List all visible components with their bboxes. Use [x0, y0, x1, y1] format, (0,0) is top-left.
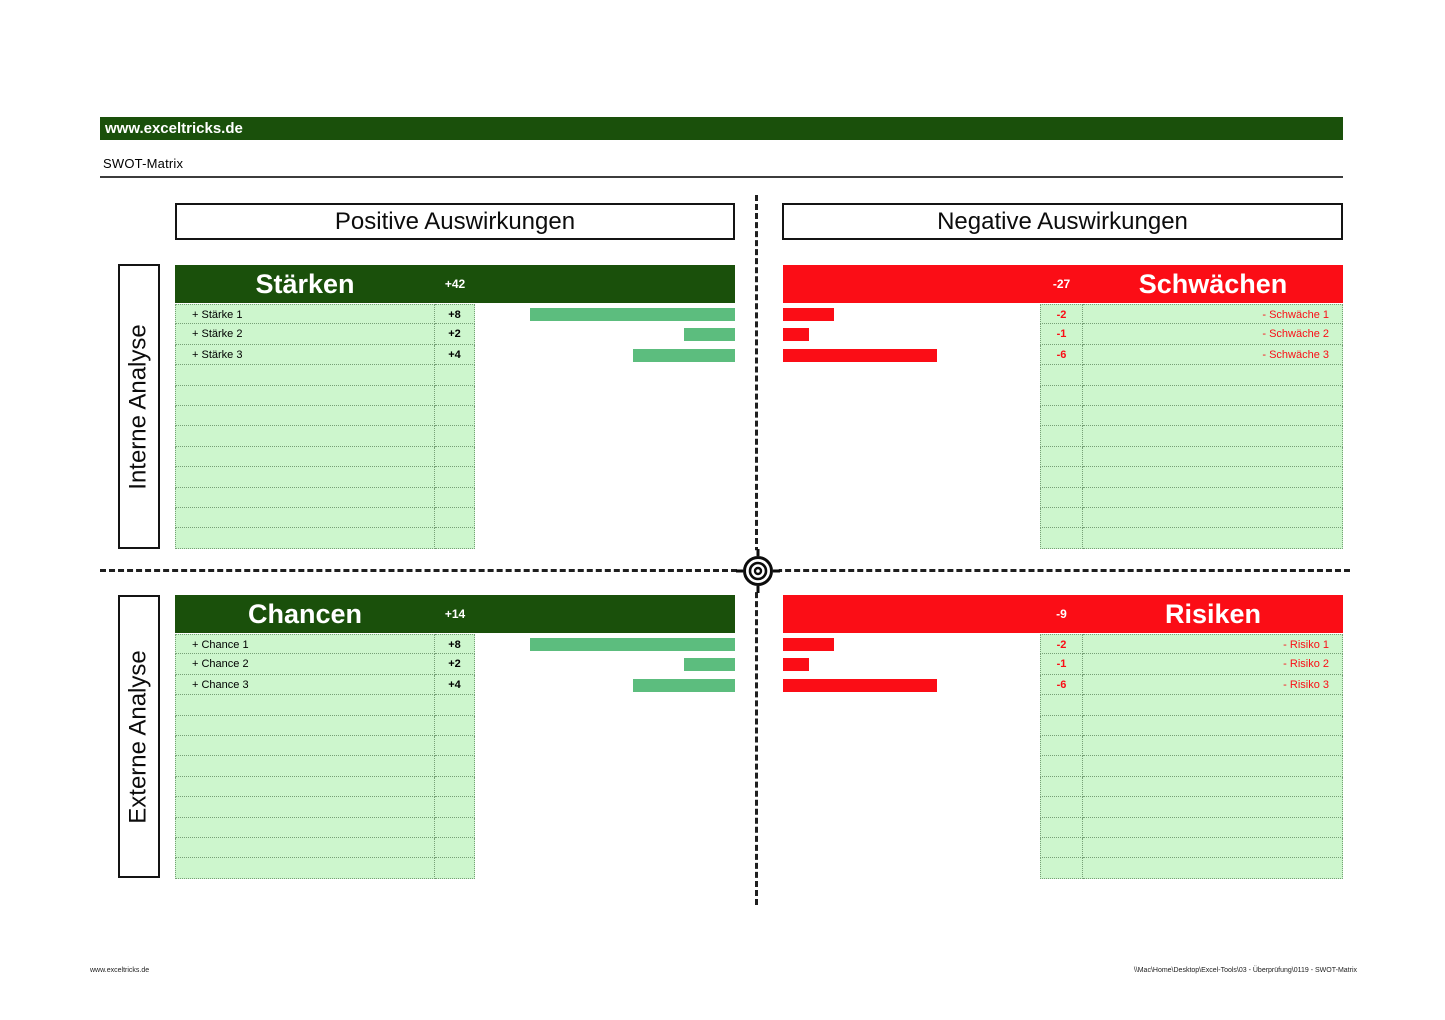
bar-area: [783, 838, 1040, 858]
item-label-cell[interactable]: [175, 386, 435, 406]
item-value-cell[interactable]: [1040, 386, 1083, 406]
swot-row: [175, 695, 735, 715]
item-value-cell[interactable]: [1040, 695, 1083, 715]
staerken-bar: [684, 328, 735, 341]
item-value-cell[interactable]: [1040, 777, 1083, 797]
staerken-title: Stärken: [255, 269, 355, 299]
item-label-cell[interactable]: [1083, 777, 1343, 797]
swot-row: [175, 777, 735, 797]
bar-area: [475, 406, 735, 426]
item-value-cell[interactable]: [435, 736, 475, 756]
chancen-bar: [633, 679, 735, 692]
bar-area: [475, 508, 735, 528]
item-value-cell[interactable]: -6: [1040, 675, 1083, 695]
swot-row: [783, 324, 1343, 344]
swot-row: [783, 406, 1343, 426]
schwaechen-title: Schwächen: [1138, 269, 1288, 299]
risiken-bar: [783, 658, 809, 671]
bar-area: [475, 797, 735, 817]
swot-row: [783, 304, 1343, 324]
swot-row: [783, 695, 1343, 715]
item-value-cell[interactable]: [1040, 447, 1083, 467]
interne-analyse-label: Interne Analyse: [125, 323, 153, 490]
swot-row: [175, 675, 735, 695]
swot-row: [175, 304, 735, 324]
bar-area: [475, 736, 735, 756]
item-value-cell[interactable]: [435, 818, 475, 838]
bar-area: [475, 324, 735, 344]
item-label-cell[interactable]: [175, 447, 435, 467]
item-value-cell[interactable]: [1040, 426, 1083, 446]
schwaechen-rows: [783, 304, 1343, 549]
chancen-total: +14: [444, 607, 466, 621]
item-value-cell[interactable]: [435, 406, 475, 426]
item-value-cell[interactable]: [435, 858, 475, 878]
item-label-cell[interactable]: - Risiko 3: [1083, 675, 1343, 695]
footer-file-path: \\Mac\Home\Desktop\Excel-Tools\03 - Überprüfung\0119 - SWOT-Matrix: [1133, 967, 1357, 974]
externe-analyse-label-box: [118, 595, 160, 878]
bar-area: [783, 324, 1040, 344]
item-value-cell[interactable]: [1040, 528, 1083, 548]
chancen-header: [175, 595, 735, 633]
bar-area: [475, 695, 735, 715]
risiken-rows: [783, 634, 1343, 879]
item-value-cell[interactable]: [435, 386, 475, 406]
item-value-cell[interactable]: +4: [435, 345, 475, 365]
swot-row: [175, 508, 735, 528]
swot-row: [783, 654, 1343, 674]
swot-row: [783, 528, 1343, 548]
item-value-cell[interactable]: [1040, 756, 1083, 776]
item-value-cell[interactable]: [435, 467, 475, 487]
bar-area: [475, 716, 735, 736]
item-value-cell[interactable]: +8: [435, 634, 475, 654]
bar-area: [783, 736, 1040, 756]
bar-area: [783, 345, 1040, 365]
swot-row: [175, 634, 735, 654]
swot-row: [175, 365, 735, 385]
item-label-cell[interactable]: + Chance 3: [175, 675, 435, 695]
swot-row: [783, 426, 1343, 446]
swot-row: [175, 716, 735, 736]
item-label-cell[interactable]: [1083, 426, 1343, 446]
staerken-bar: [633, 349, 735, 362]
footer-site-text: www.exceltricks.de: [90, 967, 150, 974]
item-label-cell[interactable]: [175, 508, 435, 528]
swot-row: [175, 736, 735, 756]
item-label-cell[interactable]: [1083, 818, 1343, 838]
swot-row: [783, 756, 1343, 776]
swot-row: [783, 467, 1343, 487]
chancen-bar: [530, 638, 735, 651]
item-label-cell[interactable]: [1083, 756, 1343, 776]
item-value-cell[interactable]: [1040, 716, 1083, 736]
swot-row: [783, 634, 1343, 654]
item-value-cell[interactable]: [1040, 488, 1083, 508]
item-label-cell[interactable]: + Stärke 1: [175, 304, 435, 324]
item-value-cell[interactable]: [1040, 818, 1083, 838]
bar-area: [475, 777, 735, 797]
swot-row: [783, 508, 1343, 528]
swot-row: [783, 447, 1343, 467]
bar-area: [783, 858, 1040, 878]
swot-row: [783, 488, 1343, 508]
bar-area: [783, 406, 1040, 426]
item-value-cell[interactable]: [435, 838, 475, 858]
item-value-cell[interactable]: [435, 447, 475, 467]
page-title: SWOT-Matrix: [103, 156, 184, 171]
schwaechen-bar: [783, 328, 809, 341]
swot-row: [175, 447, 735, 467]
bar-area: [783, 447, 1040, 467]
bar-area: [783, 818, 1040, 838]
item-label-cell[interactable]: [175, 777, 435, 797]
swot-row: [175, 654, 735, 674]
item-value-cell[interactable]: [1040, 838, 1083, 858]
item-value-cell[interactable]: [1040, 858, 1083, 878]
swot-row: [175, 386, 735, 406]
item-value-cell[interactable]: [435, 797, 475, 817]
chancen-rows: [175, 634, 735, 879]
bar-area: [475, 756, 735, 776]
bar-area: [475, 818, 735, 838]
item-label-cell[interactable]: [175, 426, 435, 446]
swot-row: [783, 365, 1343, 385]
title-divider: [100, 176, 1343, 178]
bar-area: [475, 304, 735, 324]
item-label-cell[interactable]: [1083, 528, 1343, 548]
bar-area: [475, 467, 735, 487]
bar-area: [475, 365, 735, 385]
item-value-cell[interactable]: -6: [1040, 345, 1083, 365]
item-value-cell[interactable]: [1040, 736, 1083, 756]
item-label-cell[interactable]: [175, 365, 435, 385]
item-value-cell[interactable]: -2: [1040, 634, 1083, 654]
negative-column-label: Negative Auswirkungen: [937, 207, 1188, 235]
bar-area: [783, 426, 1040, 446]
item-label-cell[interactable]: [1083, 406, 1343, 426]
item-label-cell[interactable]: - Schwäche 1: [1083, 304, 1343, 324]
swot-row: [175, 345, 735, 365]
bar-area: [783, 528, 1040, 548]
bar-area: [783, 797, 1040, 817]
chancen-bar: [684, 658, 735, 671]
horizontal-axis-dashed-line: [100, 569, 1350, 572]
item-value-cell[interactable]: [435, 777, 475, 797]
item-label-cell[interactable]: [1083, 365, 1343, 385]
crosshair-target-icon: [735, 548, 781, 594]
risiken-total: -9: [1056, 607, 1067, 621]
swot-row: [783, 838, 1343, 858]
item-label-cell[interactable]: + Stärke 2: [175, 324, 435, 344]
interne-analyse-label-box: [118, 264, 160, 549]
bar-area: [783, 716, 1040, 736]
item-label-cell[interactable]: [1083, 797, 1343, 817]
item-label-cell[interactable]: [175, 736, 435, 756]
bar-area: [475, 345, 735, 365]
item-label-cell[interactable]: + Stärke 3: [175, 345, 435, 365]
swot-row: [175, 858, 735, 878]
risiken-bar: [783, 679, 937, 692]
swot-row: [783, 736, 1343, 756]
item-value-cell[interactable]: -1: [1040, 654, 1083, 674]
item-label-cell[interactable]: [175, 756, 435, 776]
item-label-cell[interactable]: [1083, 695, 1343, 715]
item-value-cell[interactable]: [1040, 797, 1083, 817]
item-value-cell[interactable]: -1: [1040, 324, 1083, 344]
staerken-bar: [530, 308, 735, 321]
item-label-cell[interactable]: [175, 858, 435, 878]
item-value-cell[interactable]: [435, 426, 475, 446]
bar-area: [783, 386, 1040, 406]
bar-area: [783, 777, 1040, 797]
item-value-cell[interactable]: [435, 756, 475, 776]
bar-area: [475, 634, 735, 654]
schwaechen-bar: [783, 308, 834, 321]
bar-area: [475, 426, 735, 446]
bar-area: [783, 756, 1040, 776]
schwaechen-total: -27: [1052, 277, 1071, 291]
item-value-cell[interactable]: +8: [435, 304, 475, 324]
externe-analyse-label: Externe Analyse: [125, 649, 152, 824]
bar-area: [475, 675, 735, 695]
item-label-cell[interactable]: [175, 406, 435, 426]
item-label-cell[interactable]: [1083, 716, 1343, 736]
staerken-rows: [175, 304, 735, 549]
swot-row: [783, 675, 1343, 695]
bar-area: [475, 528, 735, 548]
bar-area: [783, 508, 1040, 528]
bar-area: [783, 634, 1040, 654]
bar-area: [783, 695, 1040, 715]
bar-area: [783, 304, 1040, 324]
item-label-cell[interactable]: + Chance 1: [175, 634, 435, 654]
chancen-title: Chancen: [247, 599, 363, 629]
swot-row: [175, 797, 735, 817]
positive-column-label: Positive Auswirkungen: [334, 207, 576, 235]
swot-row: [783, 716, 1343, 736]
swot-row: [783, 858, 1343, 878]
bar-area: [475, 447, 735, 467]
item-label-cell[interactable]: [175, 695, 435, 715]
item-value-cell[interactable]: [435, 716, 475, 736]
item-label-cell[interactable]: [175, 488, 435, 508]
risiken-bar: [783, 638, 834, 651]
swot-row: [175, 324, 735, 344]
item-value-cell[interactable]: [435, 488, 475, 508]
risiken-title: Risiken: [1164, 599, 1262, 629]
swot-row: [175, 756, 735, 776]
item-label-cell[interactable]: [1083, 508, 1343, 528]
bar-area: [475, 386, 735, 406]
bar-area: [783, 467, 1040, 487]
swot-row: [175, 406, 735, 426]
swot-row: [783, 797, 1343, 817]
site-banner-text: www.exceltricks.de: [105, 120, 243, 137]
bar-area: [475, 838, 735, 858]
item-label-cell[interactable]: [1083, 467, 1343, 487]
swot-row: [175, 838, 735, 858]
risiken-header: [783, 595, 1343, 633]
item-label-cell[interactable]: [1083, 858, 1343, 878]
item-value-cell[interactable]: [1040, 508, 1083, 528]
item-value-cell[interactable]: [1040, 365, 1083, 385]
item-label-cell[interactable]: [175, 838, 435, 858]
item-value-cell[interactable]: +2: [435, 654, 475, 674]
item-label-cell[interactable]: - Schwäche 3: [1083, 345, 1343, 365]
staerken-header: [175, 265, 735, 303]
bar-area: [475, 488, 735, 508]
swot-row: [783, 818, 1343, 838]
site-banner: [100, 117, 1343, 140]
item-value-cell[interactable]: +4: [435, 675, 475, 695]
schwaechen-bar: [783, 349, 937, 362]
negative-column-header: [782, 203, 1343, 240]
item-value-cell[interactable]: -2: [1040, 304, 1083, 324]
item-label-cell[interactable]: - Schwäche 2: [1083, 324, 1343, 344]
swot-row: [175, 467, 735, 487]
bar-area: [783, 365, 1040, 385]
item-label-cell[interactable]: [1083, 386, 1343, 406]
swot-row: [175, 488, 735, 508]
item-label-cell[interactable]: [175, 818, 435, 838]
item-label-cell[interactable]: [1083, 838, 1343, 858]
swot-row: [175, 426, 735, 446]
item-label-cell[interactable]: [175, 716, 435, 736]
swot-row: [783, 777, 1343, 797]
item-label-cell[interactable]: [175, 528, 435, 548]
item-value-cell[interactable]: [435, 528, 475, 548]
item-value-cell[interactable]: [435, 695, 475, 715]
item-label-cell[interactable]: + Chance 2: [175, 654, 435, 674]
swot-row: [783, 345, 1343, 365]
bar-area: [475, 858, 735, 878]
item-label-cell[interactable]: [175, 467, 435, 487]
item-label-cell[interactable]: [175, 797, 435, 817]
item-value-cell[interactable]: +2: [435, 324, 475, 344]
item-label-cell[interactable]: [1083, 447, 1343, 467]
positive-column-header: [175, 203, 735, 240]
item-label-cell[interactable]: - Risiko 2: [1083, 654, 1343, 674]
bar-area: [783, 654, 1040, 674]
item-value-cell[interactable]: [1040, 406, 1083, 426]
item-label-cell[interactable]: [1083, 488, 1343, 508]
bar-area: [783, 488, 1040, 508]
item-value-cell[interactable]: [435, 365, 475, 385]
swot-row: [783, 386, 1343, 406]
staerken-total: +42: [444, 277, 466, 291]
bar-area: [783, 675, 1040, 695]
item-value-cell[interactable]: [1040, 467, 1083, 487]
item-label-cell[interactable]: - Risiko 1: [1083, 634, 1343, 654]
schwaechen-header: [783, 265, 1343, 303]
item-label-cell[interactable]: [1083, 736, 1343, 756]
item-value-cell[interactable]: [435, 508, 475, 528]
bar-area: [475, 654, 735, 674]
swot-row: [175, 528, 735, 548]
swot-row: [175, 818, 735, 838]
